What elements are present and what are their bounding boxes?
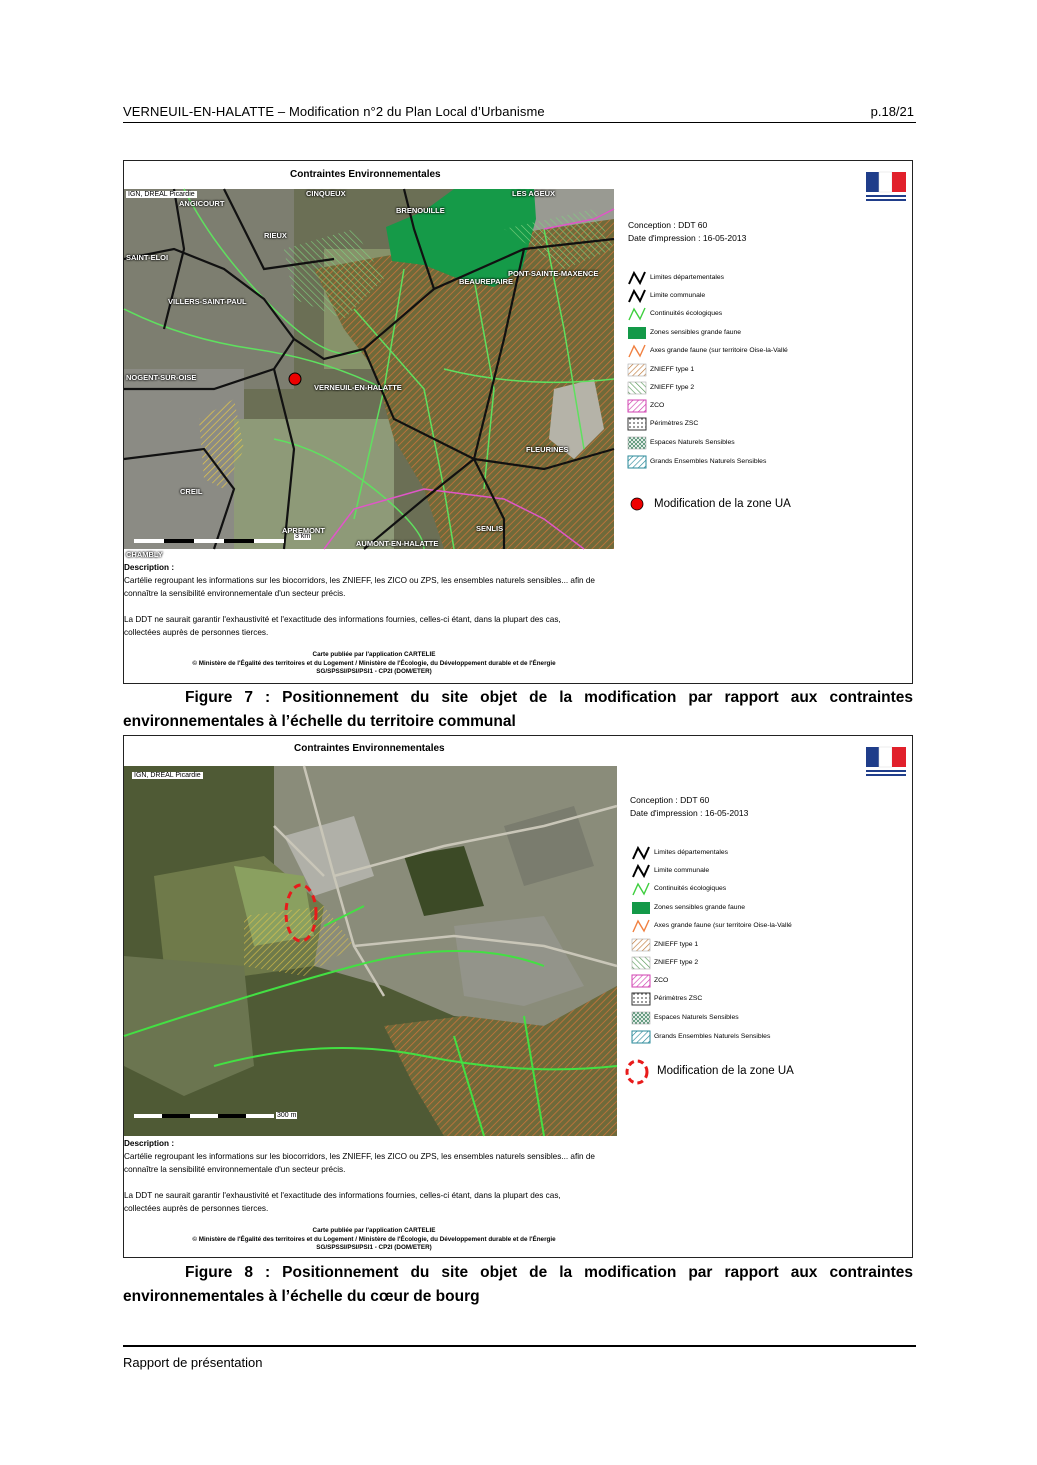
- dots-icon: [628, 417, 646, 431]
- green-cross-hatch-icon: [628, 436, 646, 450]
- conception-info: [630, 794, 748, 820]
- place-label: PONT-SAINTE-MAXENCE: [508, 269, 599, 278]
- place-label: FLEURINES: [526, 445, 569, 454]
- teal-hatch-icon: [628, 455, 646, 469]
- green-hatch-icon: [632, 956, 650, 970]
- black-line-icon: [628, 289, 646, 303]
- orange-line-icon: [628, 344, 646, 358]
- map-legend: Limites départementales Limite communale Continuités écologiques Zones sensibles grande faune Axes grande faune (sur territoire Oise-la-Vallé ZNIEFF type 1 ZNIEFF type 2 ZCO Périmètres ZSC Espaces Naturels Sensibles Grands Ensembles Naturels Sensibles: [628, 271, 868, 471]
- green-square-icon: [632, 901, 650, 915]
- place-label: ANGICOURT: [179, 199, 225, 208]
- red-dot-icon: [630, 497, 644, 511]
- place-label: BRENOUILLE: [396, 206, 445, 215]
- orange-line-icon: [632, 919, 650, 933]
- page-footer: Rapport de présentation: [123, 1355, 263, 1370]
- scale-label: 3 km: [295, 533, 311, 540]
- conception: Conception : DDT 60: [628, 220, 708, 230]
- teal-hatch-icon: [632, 1030, 650, 1044]
- place-label: CINQUEUX: [306, 189, 346, 198]
- republique-logo: [862, 171, 910, 205]
- map-panel-1: Contraintes Environnementales IGN, DREAL Picardie 3 km CINQUEUX LES AGEUX ANGICOURT BRENOUILLE RIEUX SAINT-ELOI PONT-SAINTE-MAXENCE BEAUREPAIRE VILLERS-SAINT-PAUL NOGENT-SUR-OISE VERNEUIL-EN-HALATTE FLEURINES CREIL SENLIS APREMONT AUMONT-EN-HALATTE CHAMBLY Conception : DDT 60 Date d'impression : 16-05-2013 Limites départementales Limite communale Continuités écologiques Zones sensibles grande faune Axes grande faune (sur territoire Oise-la-Vallé ZNIEFF type 1 ZNIEFF type 2 ZCO Périmètres ZSC Espaces Naturels Sensibles Grands Ensembles Naturels Sensibles Modification de la zone UA Description : Cartélie regroupant les informations sur les biocorridors, les ZNIEFF, les ZICO ou ZPS, les ensembles naturels sensibles... afin de connaître la sensibilité environnementale d'un secteur précis. La DDT ne saurait garantir l'exhaustivité et l'exactitude des informations fournies, celles-ci étant, dans la plupart des cas, collectées auprès de personnes tierces. Carte publiée par l'application CARTELIE © Ministère de l'Égalité des territoires et du Logement / Ministère de l'Écologie, du Développement durable et de l'Énergie SG/SPSSI/PSI/PSI1 - CP2I (DOM/ETER): [123, 160, 913, 684]
- figure-8-caption: Figure 8 : Positionnement du site objet de la modification par rapport aux contraintes environnementales à l’échelle du cœur de bourg: [123, 1264, 913, 1305]
- print-date: Date d'impression : 16-05-2013: [630, 808, 749, 818]
- green-line-icon: [632, 882, 650, 896]
- green-hatch-icon: [628, 381, 646, 395]
- document-title: VERNEUIL-EN-HALATTE – Modification n°2 du Plan Local d’Urbanisme: [123, 104, 545, 119]
- orange-hatch-icon: [628, 363, 646, 377]
- panel-title: Contraintes Environnementales: [294, 743, 445, 754]
- place-label: AUMONT-EN-HALATTE: [356, 539, 439, 548]
- place-label: SAINT-ELOI: [126, 253, 169, 262]
- place-label: VERNEUIL-EN-HALATTE: [314, 383, 402, 392]
- green-cross-hatch-icon: [632, 1011, 650, 1025]
- conception: Conception : DDT 60: [630, 795, 710, 805]
- place-label: SENLIS: [476, 524, 504, 533]
- place-label: APREMONT: [282, 526, 325, 535]
- black-line-icon: [632, 864, 650, 878]
- dots-icon: [632, 992, 650, 1006]
- page-header: [123, 104, 916, 123]
- green-square-icon: [628, 326, 646, 340]
- green-line-icon: [628, 307, 646, 321]
- place-label: CREIL: [180, 487, 203, 496]
- place-label: BEAUREPAIRE: [459, 277, 514, 286]
- place-label: RIEUX: [264, 231, 287, 240]
- map-panel-2: Contraintes Environnementales IGN, DREAL Picardie 300 m Conception : DDT 60 Date d'impression : 16-05-2013 Limites départementales Limite communale Continuités écologiques Zones sensibles grande faune Axes grande faune (sur territoire Oise-la-Vallé ZNIEFF type 1 ZNIEFF type 2 ZCO Périmètres ZSC Espaces Naturels Sensibles Grands Ensembles Naturels Sensibles Modification de la zone UA Description : Cartélie regroupant les informations sur les biocorridors, les ZNIEFF, les ZICO ou ZPS, les ensembles naturels sensibles... afin de connaître la sensibilité environnementale d'un secteur précis. La DDT ne saurait garantir l'exhaustivité et l'exactitude des informations fournies, celles-ci étant, dans la plupart des cas, collectées auprès de personnes tierces. Carte publiée par l'application CARTELIE © Ministère de l'Égalité des territoires et du Logement / Ministère de l'Écologie, du Développement durable et de l'Énergie SG/SPSSI/PSI/PSI1 - CP2I (DOM/ETER): [123, 735, 913, 1258]
- footer-rule: [123, 1345, 916, 1347]
- black-line-icon: [632, 846, 650, 860]
- map-description: Description : Cartélie regroupant les informations sur les biocorridors, les ZNIEFF, les ZICO ou ZPS, les ensembles naturels sensibles... afin de connaître la sensibilité environnementale d'un secteur précis. La DDT ne saurait garantir l'exhaustivité et l'exactitude des informations fournies, celles-ci étant, dans la plupart des cas, collectées auprès de personnes tierces.: [124, 1139, 595, 1213]
- orange-hatch-icon: [632, 938, 650, 952]
- map-legend: Limites départementales Limite communale Continuités écologiques Zones sensibles grande faune Axes grande faune (sur territoire Oise-la-Vallé ZNIEFF type 1 ZNIEFF type 2 ZCO Périmètres ZSC Espaces Naturels Sensibles Grands Ensembles Naturels Sensibles: [632, 846, 872, 1046]
- dashed-ellipse-icon: [624, 1058, 650, 1086]
- republique-logo: [862, 746, 910, 780]
- map-copyright: IGN, DREAL Picardie: [134, 772, 201, 779]
- panel-title: Contraintes Environnementales: [290, 169, 441, 180]
- map-credits: Carte publiée par l'application CARTELIE © Ministère de l'Égalité des territoires et du Logement / Ministère de l'Écologie, du Développement durable et de l'Énergie SG/SPSSI/PSI/PSI1 - CP2I (DOM/ETER): [192, 1227, 556, 1251]
- print-date: Date d'impression : 16-05-2013: [628, 233, 747, 243]
- place-labels: [124, 189, 614, 559]
- place-label: NOGENT-SUR-OISE: [126, 373, 197, 382]
- figure-7-caption: Figure 7 : Positionnement du site objet de la modification par rapport aux contraintes environnementales à l’échelle du territoire communal: [123, 689, 913, 730]
- scale-label: 300 m: [277, 1112, 297, 1119]
- place-label: LES AGEUX: [512, 189, 556, 198]
- map-view-bourg[interactable]: [124, 766, 617, 1136]
- map-view-territory[interactable]: [124, 189, 614, 559]
- place-label: CHAMBLY: [126, 550, 163, 559]
- map-copyright: IGN, DREAL Picardie: [128, 191, 195, 198]
- black-line-icon: [628, 271, 646, 285]
- pink-hatch-icon: [628, 399, 646, 413]
- page-number: p.18/21: [870, 104, 914, 119]
- map-description: Description : Cartélie regroupant les informations sur les biocorridors, les ZNIEFF, les ZICO ou ZPS, les ensembles naturels sensibles... afin de connaître la sensibilité environnementale d'un secteur précis. La DDT ne saurait garantir l'exhaustivité et l'exactitude des informations fournies, celles-ci étant, dans la plupart des cas, collectées auprès de personnes tierces.: [124, 563, 595, 637]
- pink-hatch-icon: [632, 974, 650, 988]
- map-credits: Carte publiée par l'application CARTELIE © Ministère de l'Égalité des territoires et du Logement / Ministère de l'Écologie, du Développement durable et de l'Énergie SG/SPSSI/PSI/PSI1 - CP2I (DOM/ETER): [192, 651, 556, 675]
- place-label: VILLERS-SAINT-PAUL: [168, 297, 247, 306]
- conception-info: [628, 219, 746, 245]
